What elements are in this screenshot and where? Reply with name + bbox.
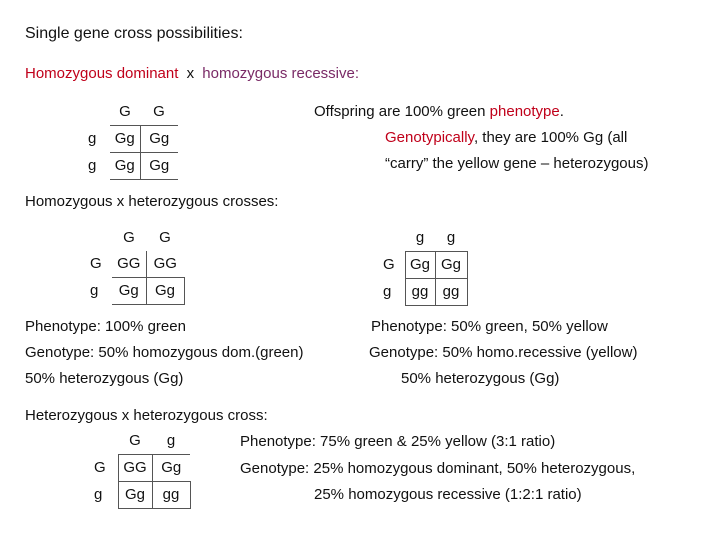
- punnett-cell: Gg: [140, 153, 178, 180]
- col-header: g: [166, 432, 176, 449]
- right-heterozygous-line: 50% heterozygous (Gg): [401, 370, 560, 387]
- col-header: G: [153, 103, 165, 120]
- row-header: G: [94, 459, 106, 476]
- punnett-square-2-left: [90, 225, 185, 305]
- note-genotypically-term: Genotypically: [385, 129, 474, 146]
- punnett-cell: gg: [152, 482, 190, 509]
- punnett-cell: GG: [146, 251, 184, 278]
- col-header: G: [159, 229, 171, 246]
- col-header: g: [446, 229, 456, 246]
- left-genotype-line: Genotype: 50% homozygous dom.(green): [25, 344, 304, 361]
- corner-empty: [88, 99, 110, 126]
- heading-homozygous-recessive: homozygous recessive:: [202, 65, 360, 82]
- punnett-cell: Gg: [152, 455, 190, 482]
- row-header: G: [90, 255, 102, 273]
- section3-heading: Heterozygous x heterozygous cross:: [25, 407, 268, 424]
- right-genotype-line: Genotype: 50% homo.recessive (yellow): [369, 344, 638, 361]
- heading-homozygous-dominant: Homozygous dominant: [25, 65, 179, 82]
- row-header: g: [88, 157, 97, 174]
- left-phenotype-line: Phenotype: 100% green: [25, 318, 186, 335]
- note-offspring: Offspring are 100% green: [314, 103, 490, 120]
- punnett-square-1: [88, 99, 178, 180]
- punnett-cell: Gg: [110, 126, 140, 153]
- section3-recessive-line: 25% homozygous recessive (1:2:1 ratio): [314, 486, 582, 503]
- punnett-cell: Gg: [435, 252, 467, 279]
- section3-phenotype-line: Phenotype: 75% green & 25% yellow (3:1 ratio): [240, 433, 556, 450]
- row-header: g: [90, 282, 99, 299]
- col-header: g: [415, 229, 425, 246]
- corner-empty: [383, 225, 405, 252]
- punnett-cell: Gg: [110, 153, 140, 180]
- section1-note-line3: “carry” the yellow gene – heterozygous): [385, 155, 649, 172]
- punnett-cell: GG: [112, 251, 146, 278]
- corner-empty: [90, 225, 112, 251]
- note-period: .: [559, 103, 564, 120]
- punnett-square-2-right: [383, 225, 468, 306]
- col-header: G: [119, 103, 131, 120]
- left-heterozygous-line: 50% heterozygous (Gg): [25, 370, 184, 387]
- note-phenotype-term: phenotype: [489, 103, 560, 120]
- section2-heading: Homozygous x heterozygous crosses:: [25, 193, 279, 210]
- punnett-cell: Gg: [405, 252, 435, 279]
- right-phenotype-line: Phenotype: 50% green, 50% yellow: [371, 318, 608, 335]
- section1-note-line2: [385, 129, 627, 147]
- row-header: g: [88, 130, 97, 147]
- section3-genotype-line: Genotype: 25% homozygous dominant, 50% heterozygous,: [240, 460, 636, 477]
- corner-empty: [94, 428, 118, 455]
- punnett-cell: Gg: [140, 126, 178, 153]
- page-title: Single gene cross possibilities:: [25, 25, 243, 42]
- punnett-square-3: [94, 428, 191, 509]
- punnett-cell: GG: [118, 455, 152, 482]
- punnett-cell: Gg: [118, 482, 152, 509]
- row-header: g: [383, 283, 392, 300]
- col-header: G: [129, 432, 141, 449]
- punnett-cell: gg: [405, 279, 435, 306]
- note-genotype-text: , they are 100% Gg (all: [473, 129, 628, 146]
- heading-cross-symbol: x: [186, 65, 195, 82]
- section1-note-line1: [314, 103, 564, 121]
- row-header: g: [94, 486, 103, 503]
- punnett-cell: Gg: [112, 278, 146, 305]
- section1-heading: [25, 65, 359, 83]
- punnett-cell: gg: [435, 279, 467, 306]
- punnett-cell: Gg: [146, 278, 184, 305]
- row-header: G: [383, 256, 395, 273]
- col-header: G: [123, 229, 135, 246]
